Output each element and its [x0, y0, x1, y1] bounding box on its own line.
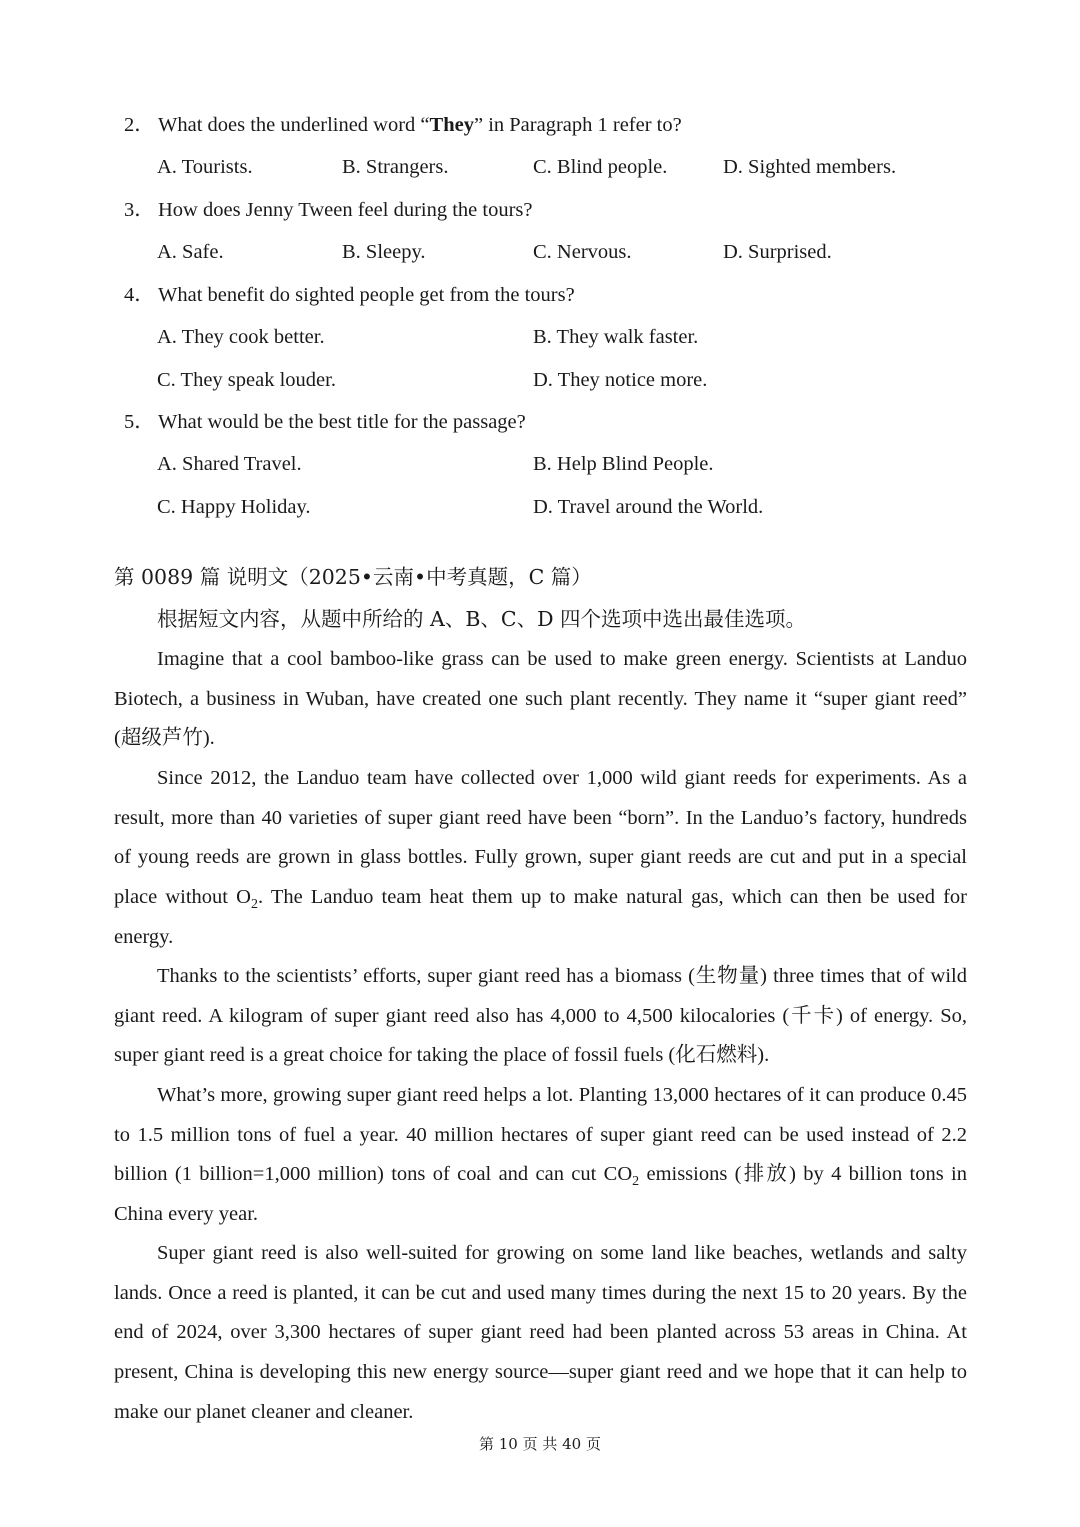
option-b[interactable]: B. Sleepy.	[342, 241, 426, 263]
question-4-stem	[124, 281, 575, 309]
paragraph-text: What’s more, growing super giant reed helps a lot. Planting 13,000 hectares of it can produce 0.45 to 1.5 million tons of fuel a year. 40 million hectares of super giant reed can be used instead of 2.2 billion (1 billion=1,000 million) tons of coal and can cut CO	[114, 1084, 967, 1186]
question-3-stem	[124, 196, 533, 224]
option-b[interactable]: B. Help Blind People.	[533, 453, 714, 475]
stem-text: What would be the best title for the passage?	[158, 411, 526, 433]
passage-paragraph-2	[114, 759, 967, 958]
paragraph-text: Since 2012, the Landuo team have collected over 1,000 wild giant reeds for experiments. As a result, more than 40 varieties of super giant reed have been “born”. In the Landuo’s factory, hundreds of young reeds are grown in glass bottles. Fully grown, super giant reeds are cut and put in a special place without O	[114, 767, 967, 909]
page-footer: 第 10 页 共 40 页	[478, 1435, 601, 1453]
option-d[interactable]: D. Travel around the World.	[533, 496, 764, 518]
paragraph-text: emissions (排放) by 4 billion tons in China every year.	[114, 1163, 967, 1226]
stem-prefix: What does the underlined word “	[158, 114, 430, 136]
passage-paragraph-3: Thanks to the scientists’ efforts, super giant reed has a biomass (生物量) three times that of wild giant reed. A kilogram of super giant reed also has 4,000 to 4,500 kilocalories (千卡) of energy. So, super giant reed is a great choice for taking the place of fossil fuels (化石燃料).	[114, 965, 967, 1067]
option-c[interactable]: C. They speak louder.	[157, 369, 336, 391]
stem-suffix: ” in Paragraph 1 refer to?	[473, 114, 682, 136]
option-b[interactable]: B. They walk faster.	[533, 326, 699, 348]
option-a[interactable]: A. Tourists.	[157, 156, 253, 178]
option-a[interactable]: A. They cook better.	[157, 326, 325, 348]
option-a[interactable]: A. Shared Travel.	[157, 453, 302, 475]
passage-paragraph-1: Imagine that a cool bamboo-like grass can be used to make green energy. Scientists at Landuo Biotech, a business in Wuban, have created one such plant recently. They name it “super giant reed” (超级芦竹).	[114, 648, 967, 750]
subscript: 2	[250, 897, 258, 913]
question-2-stem	[124, 111, 682, 139]
option-c[interactable]: C. Nervous.	[533, 241, 632, 263]
question-number: 4．	[124, 284, 155, 306]
question-number: 5．	[124, 411, 155, 433]
paragraph-text: . The Landuo team heat them up to make natural gas, which can then be used for energy.	[114, 886, 967, 948]
underlined-word: They	[429, 114, 474, 136]
question-5-stem	[124, 408, 526, 436]
option-c[interactable]: C. Happy Holiday.	[157, 496, 311, 518]
stem-text: What benefit do sighted people get from the tours?	[158, 284, 575, 306]
section-instruction: 根据短文内容，从题中所给的 A、B、C、D 四个选项中选出最佳选项。	[157, 607, 807, 631]
stem-text: How does Jenny Tween feel during the tours?	[158, 199, 533, 221]
option-c[interactable]: C. Blind people.	[533, 156, 668, 178]
section-title: 第 0089 篇 说明文（2025•云南•中考真题，C 篇）	[114, 565, 592, 589]
question-number: 3．	[124, 199, 155, 221]
option-d[interactable]: D. Surprised.	[723, 241, 832, 263]
subscript: 2	[632, 1174, 640, 1190]
question-number: 2．	[124, 114, 155, 136]
passage-paragraph-5: Super giant reed is also well-suited for growing on some land like beaches, wetlands and salty lands. Once a reed is planted, it can be cut and used many times during the next 15 to 20 years. By the end of 2024, over 3,300 hectares of super giant reed had been planted across 53 areas in China. At present, China is developing this new energy source—super giant reed and we hope that it can help to make our planet cleaner and cleaner.	[114, 1242, 967, 1423]
option-a[interactable]: A. Safe.	[157, 241, 224, 263]
option-d[interactable]: D. Sighted members.	[723, 156, 897, 178]
option-d[interactable]: D. They notice more.	[533, 369, 708, 391]
option-b[interactable]: B. Strangers.	[342, 156, 449, 178]
passage-paragraph-4	[114, 1076, 967, 1235]
